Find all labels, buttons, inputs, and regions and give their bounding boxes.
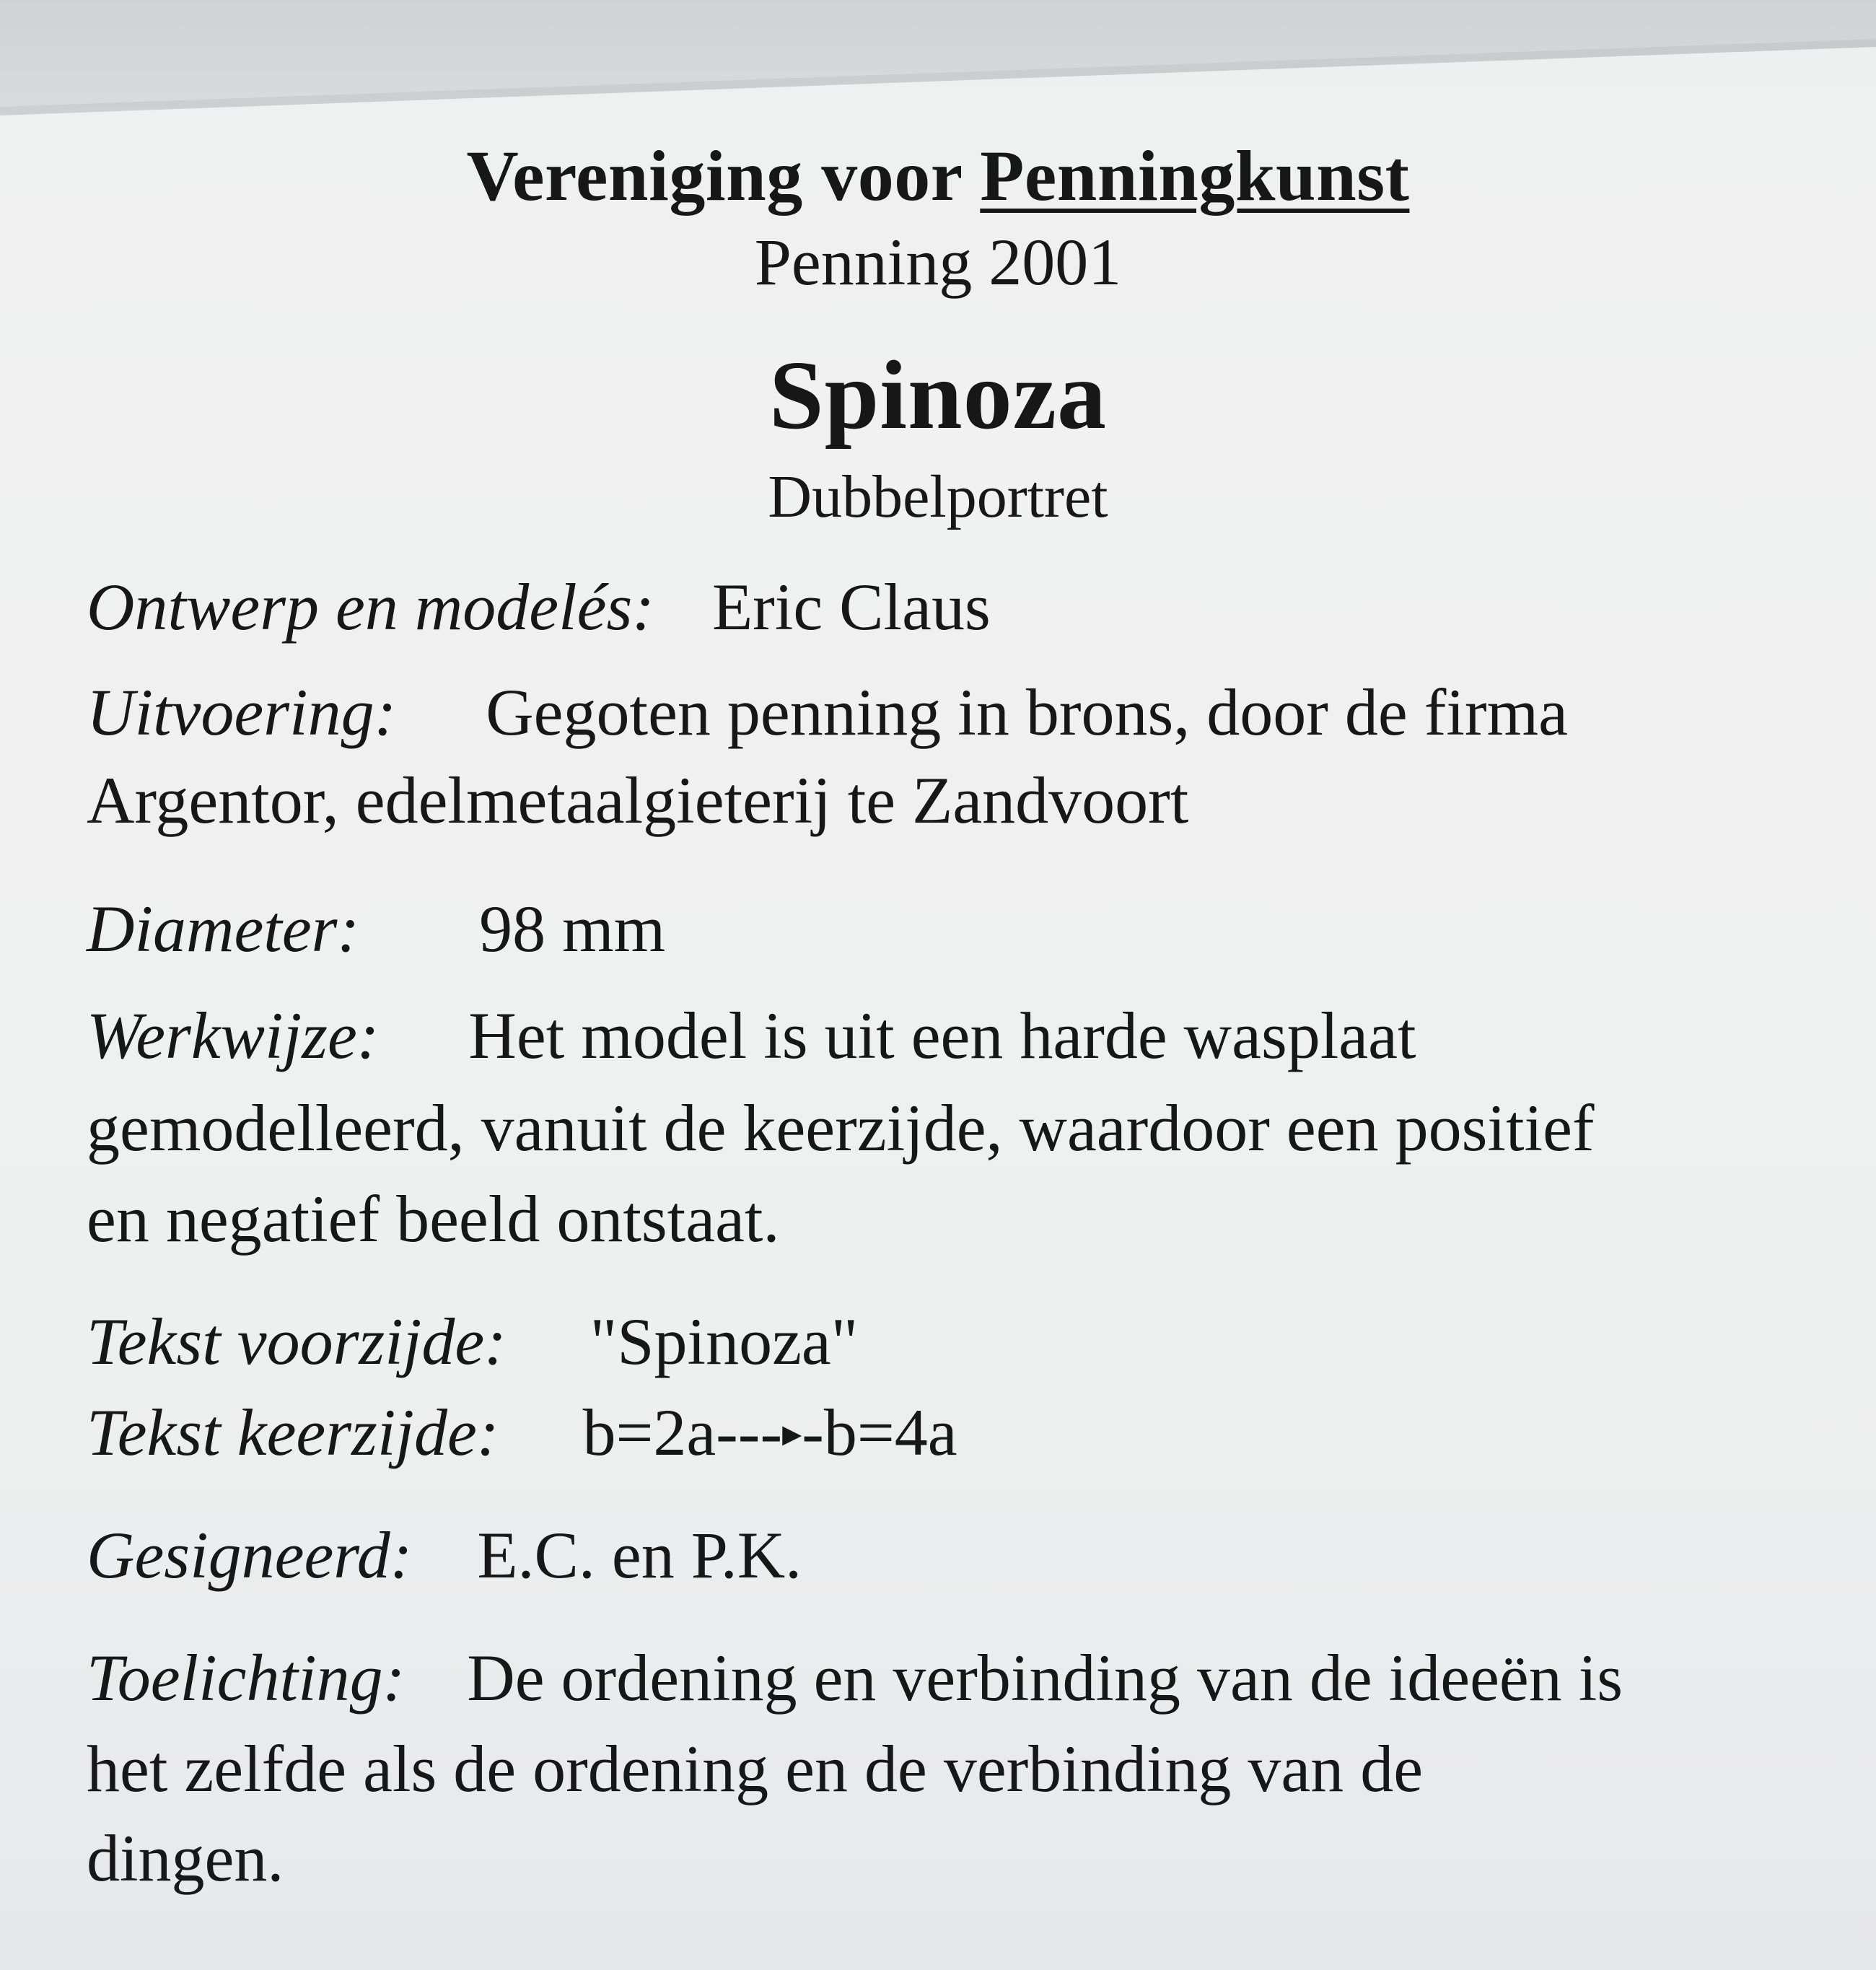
field-tekst-keerzijde [87,1383,1840,1483]
field-label-gesigneerd: Gesigneerd: [87,1518,413,1592]
medal-subtitle: Dubbelportret [768,463,1108,530]
field-value-uitvoering-line-1: Gegoten penning in brons, door de firma [486,675,1568,749]
field-value-toelichting-line-1: De ordening en verbinding van de ideeën is [467,1641,1623,1715]
field-value-tekst-voorzijde: "Spinoza" [589,1305,859,1378]
field-label-diameter: Diameter: [87,892,360,966]
field-toelichting-line-1 [87,1628,1840,1728]
field-label-ontwerp: Ontwerp en modelés: [87,570,654,644]
field-value-gesigneerd: E.C. en P.K. [477,1518,802,1592]
field-toelichting-line-2 [87,1719,1840,1818]
field-value-werkwijze-line-3: en negatief beeld ontstaat. [87,1182,780,1256]
field-value-tekst-keerzijde-right: -b=4a [802,1396,957,1469]
field-gesigneerd [87,1505,1840,1605]
field-value-toelichting-line-3: dingen. [87,1821,284,1895]
field-label-toelichting: Toelichting: [87,1641,406,1715]
field-uitvoering-line-1 [87,662,1840,762]
field-label-werkwijze: Werkwijze: [87,999,380,1072]
field-werkwijze-line-3 [87,1169,1840,1269]
field-werkwijze-line-1 [87,986,1840,1085]
field-toelichting-line-3 [87,1808,1840,1908]
field-value-werkwijze-line-1: Het model is uit een harde wasplaat [468,999,1416,1072]
field-diameter [87,879,1840,979]
field-value-werkwijze-line-2: gemodelleerd, vanuit de keerzijde, waardoor een positief [87,1091,1595,1165]
field-ontwerp [87,557,1840,657]
field-label-tekst-keerzijde: Tekst keerzijde: [87,1396,499,1469]
field-label-tekst-voorzijde: Tekst voorzijde: [87,1305,507,1378]
year-line: Penning 2001 [754,225,1122,299]
organization-heading [0,134,1876,217]
organization-name-underlined: Penningkunst [980,136,1410,216]
arrow-right-icon: ▸ [782,1411,802,1455]
field-value-toelichting-line-2: het zelfde als de ordening en de verbinding van de [87,1732,1424,1805]
field-value-diameter: 98 mm [479,892,666,966]
field-werkwijze-line-2 [87,1078,1840,1178]
field-uitvoering-line-2 [87,750,1840,850]
field-label-uitvoering: Uitvoering: [87,675,397,749]
medal-title: Spinoza [768,341,1108,450]
field-value-ontwerp: Eric Claus [711,570,991,644]
field-tekst-voorzijde [87,1292,1840,1391]
organization-prefix: Vereniging voor [466,136,962,216]
field-value-uitvoering-line-2: Argentor, edelmetaalgieterij te Zandvoort [87,763,1189,837]
field-value-tekst-keerzijde-left: b=2a--- [582,1396,783,1469]
